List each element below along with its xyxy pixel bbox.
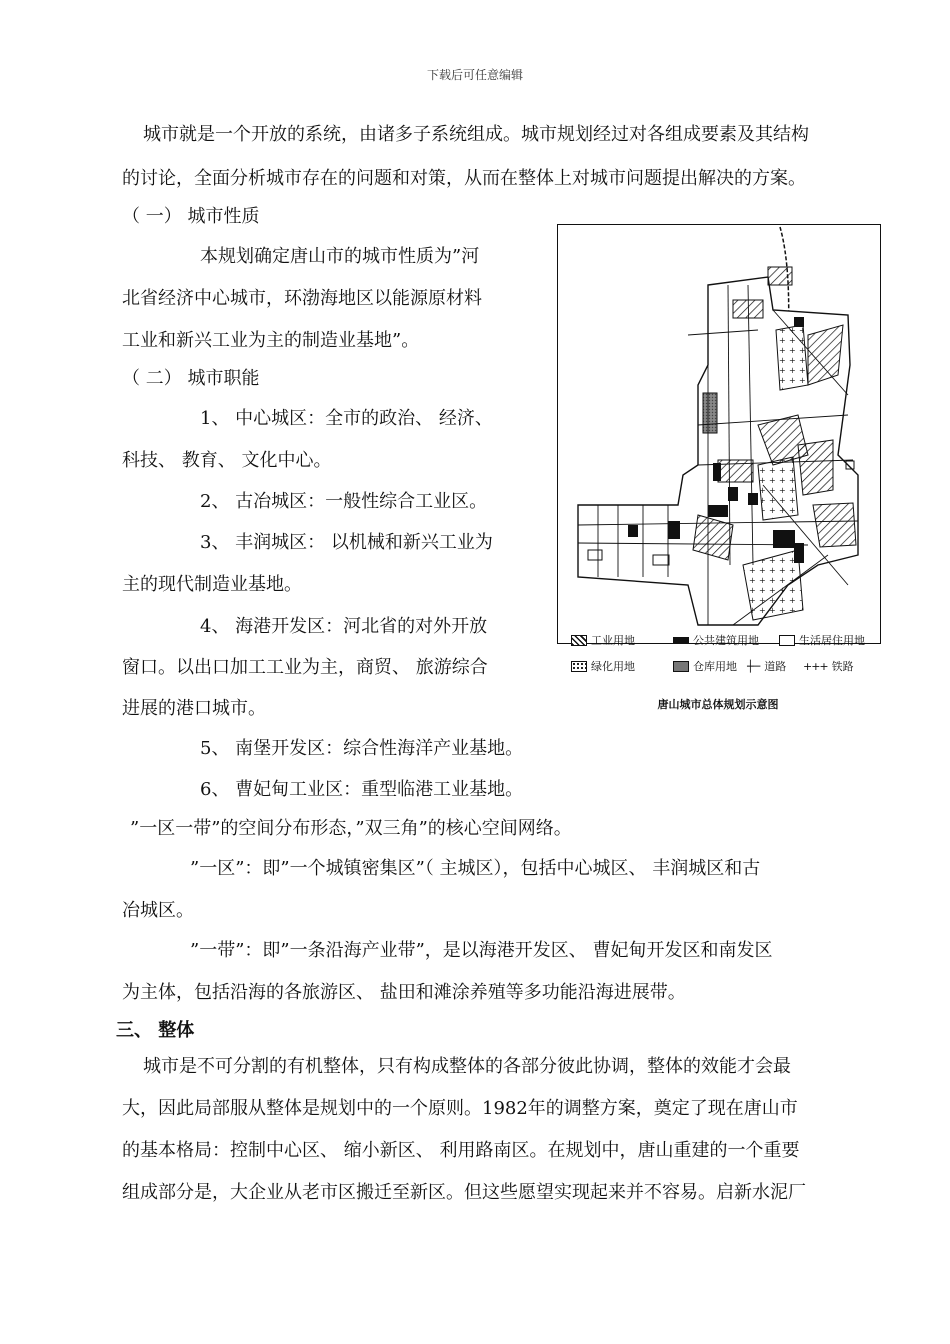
page-header: 下载后可任意编辑 bbox=[426, 68, 523, 82]
city-plan-map-drawing bbox=[558, 225, 880, 643]
legend-public-label: 公共建筑用地 bbox=[693, 634, 759, 647]
legend-green-label: 绿化用地 bbox=[591, 660, 635, 673]
section-1-line-2: 北省经济中心城市，环渤海地区以能源原材料 bbox=[122, 288, 482, 309]
function-3-line-a: 3、 丰润城区： 以机械和新兴工业为 bbox=[200, 532, 493, 553]
function-4-line-c: 进展的港口城市。 bbox=[122, 698, 266, 719]
spatial-line-5: 为主体，包括沿海的各旅游区、 盐田和滩涂养殖等多功能沿海进展带。 bbox=[122, 982, 686, 1003]
section-1-line-1: 本规划确定唐山市的城市性质为”河 bbox=[200, 246, 480, 267]
legend-industrial bbox=[571, 632, 635, 648]
railway-symbol-icon: +++ bbox=[803, 659, 828, 673]
function-3-line-b: 主的现代制造业基地。 bbox=[122, 574, 302, 595]
legend-public bbox=[673, 632, 759, 648]
section-3-line-2: 大，因此局部服从整体是规划中的一个原则。1982年的调整方案，奠定了现在唐山市 bbox=[122, 1098, 798, 1119]
legend-railway bbox=[803, 658, 854, 674]
public-swatch-icon bbox=[673, 637, 689, 643]
section-1-line-3: 工业和新兴工业为主的制造业基地”。 bbox=[122, 330, 420, 351]
legend-industrial-label: 工业用地 bbox=[591, 634, 635, 647]
spatial-line-2: ”一区”：即”一个城镇密集区”（ 主城区），包括中心城区、 丰润城区和古 bbox=[190, 858, 761, 879]
legend-warehouse-label: 仓库用地 bbox=[693, 660, 737, 673]
function-5: 5、 南堡开发区：综合性海洋产业基地。 bbox=[200, 738, 524, 759]
legend-railway-label: 铁路 bbox=[831, 660, 854, 673]
function-4-line-a: 4、 海港开发区：河北省的对外开放 bbox=[200, 616, 488, 637]
spatial-line-4: ”一带”：即”一条沿海产业带”，是以海港开发区、 曹妃甸开发区和南发区 bbox=[190, 940, 773, 961]
intro-line-1: 城市就是一个开放的系统，由诸多子系统组成。城市规划经过对各组成要素及其结构 bbox=[143, 124, 809, 145]
function-1-line-a: 1、 中心城区：全市的政治、 经济、 bbox=[200, 408, 493, 429]
section-3-line-1: 城市是不可分割的有机整体，只有构成整体的各部分彼此协调，整体的效能才会最 bbox=[143, 1056, 791, 1077]
legend-green bbox=[571, 658, 635, 674]
legend-warehouse bbox=[673, 658, 737, 674]
spatial-line-1: ”一区一带”的空间分布形态，”双三角”的核心空间网络。 bbox=[130, 818, 572, 839]
section-1-heading: （ 一） 城市性质 bbox=[122, 206, 260, 227]
section-3-line-3: 的基本格局：控制中心区、 缩小新区、 利用路南区。在规划中，唐山重建的一个重要 bbox=[122, 1140, 800, 1161]
function-6: 6、 曹妃甸工业区：重型临港工业基地。 bbox=[200, 779, 524, 800]
function-4-line-b: 窗口。以出口加工工业为主，商贸、 旅游综合 bbox=[122, 657, 488, 678]
function-1-line-b: 科技、 教育、 文化中心。 bbox=[122, 450, 332, 471]
legend-road-label: 道路 bbox=[764, 660, 787, 673]
function-2: 2、 古冶城区：一般性综合工业区。 bbox=[200, 491, 488, 512]
section-2-heading: （ 二） 城市职能 bbox=[122, 368, 260, 389]
intro-line-2: 的讨论，全面分析城市存在的问题和对策，从而在整体上对城市问题提出解决的方案。 bbox=[122, 168, 806, 189]
section-3-heading: 三、 整体 bbox=[116, 1020, 195, 1041]
legend-road bbox=[747, 658, 786, 674]
spatial-line-3: 冶城区。 bbox=[122, 900, 194, 921]
road-symbol-icon: ┼─ bbox=[747, 659, 761, 673]
city-plan-map bbox=[557, 224, 881, 644]
green-swatch-icon bbox=[571, 661, 587, 672]
legend-residential bbox=[779, 632, 865, 648]
warehouse-swatch-icon bbox=[673, 661, 689, 672]
industrial-swatch-icon bbox=[571, 635, 587, 646]
residential-swatch-icon bbox=[779, 635, 795, 646]
figure-caption: 唐山城市总体规划示意图 bbox=[657, 698, 779, 711]
legend-residential-label: 生活居住用地 bbox=[799, 634, 865, 647]
section-3-line-4: 组成部分是，大企业从老市区搬迁至新区。但这些愿望实现起来并不容易。启新水泥厂 bbox=[122, 1182, 806, 1203]
city-plan-figure bbox=[553, 220, 883, 720]
